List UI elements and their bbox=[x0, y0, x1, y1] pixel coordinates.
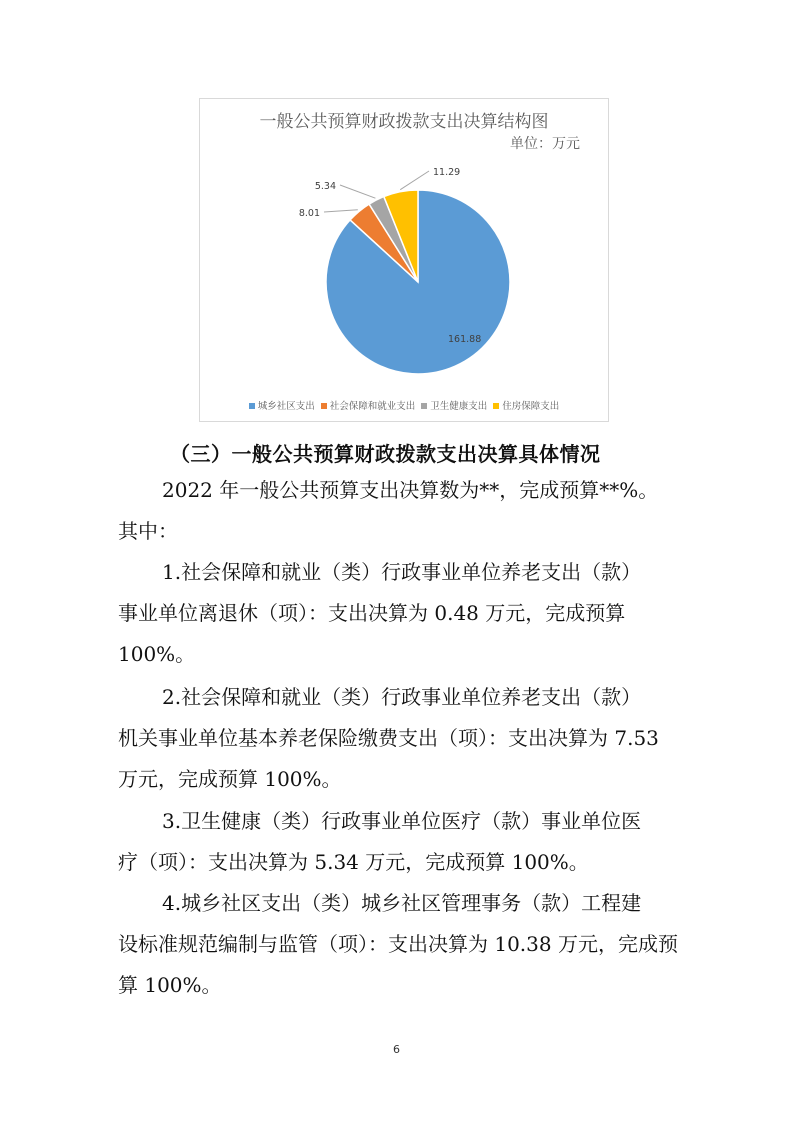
legend-swatch bbox=[249, 403, 255, 409]
legend-label: 卫生健康支出 bbox=[430, 401, 488, 412]
legend-item-1 bbox=[249, 398, 315, 412]
paragraph-item-2: 2.社会保障和就业（类）行政事业单位养老支出（款） 机关事业单位基本养老保险缴费支出（项）：支出决算为 7.53 万元，完成预算 100%。 bbox=[118, 685, 659, 791]
legend-label: 城乡社区支出 bbox=[257, 401, 315, 412]
data-label-2: 8.01 bbox=[298, 208, 320, 219]
chart-title: 一般公共预算财政拨款支出决算结构图 bbox=[259, 112, 549, 132]
pie-chart-svg bbox=[200, 99, 610, 423]
chart-legend bbox=[200, 398, 608, 412]
data-label-1: 161.88 bbox=[448, 334, 482, 345]
paragraph-item-4: 4.城乡社区支出（类）城乡社区管理事务（款）工程建 设标准规范编制与监管（项）：支出决算为 10.38 万元，完成预算 100%。 bbox=[118, 891, 678, 997]
paragraph-item-1: 1.社会保障和就业（类）行政事业单位养老支出（款） 事业单位离退休（项）：支出决算为 0.48 万元，完成预算 100%。 bbox=[118, 560, 642, 666]
legend-swatch bbox=[421, 403, 427, 409]
legend-label: 社会保障和就业支出 bbox=[329, 401, 416, 412]
legend-swatch bbox=[321, 403, 327, 409]
leader-line-4 bbox=[400, 171, 429, 190]
pie-chart bbox=[199, 98, 609, 422]
section-heading: （三）一般公共预算财政拨款支出决算具体情况 bbox=[170, 442, 601, 466]
legend-item-2 bbox=[321, 398, 416, 412]
data-label-4: 11.29 bbox=[433, 167, 461, 178]
legend-label: 住房保障支出 bbox=[502, 401, 560, 412]
paragraph-item-3: 3.卫生健康（类）行政事业单位医疗（款）事业单位医 疗（项）：支出决算为 5.34 万元，完成预算 100%。 bbox=[118, 809, 642, 874]
legend-swatch bbox=[493, 403, 499, 409]
data-label-3: 5.34 bbox=[314, 181, 336, 192]
paragraph-summary: 2022 年一般公共预算支出决算数为**，完成预算**%。 其中： bbox=[118, 478, 659, 543]
legend-item-3 bbox=[421, 398, 487, 412]
page-number: 6 bbox=[393, 1043, 400, 1056]
legend-item-4 bbox=[493, 398, 559, 412]
leader-line-2 bbox=[324, 210, 358, 212]
leader-line-3 bbox=[340, 185, 375, 198]
chart-unit-label: 单位：万元 bbox=[510, 136, 580, 152]
